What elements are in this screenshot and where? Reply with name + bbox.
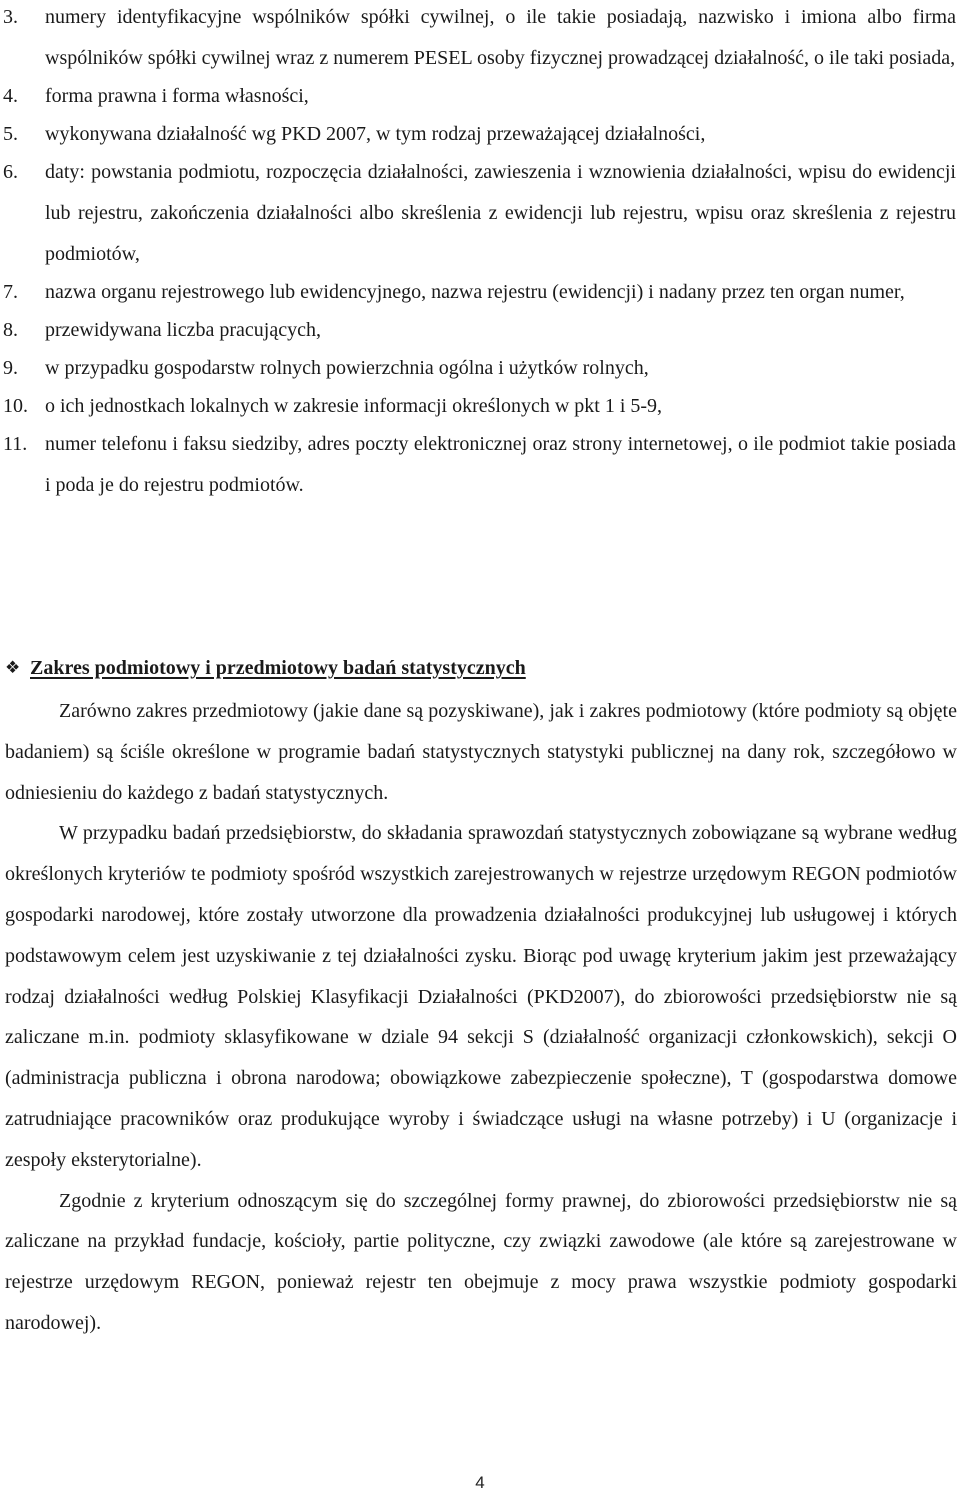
list-item-number: 7. bbox=[3, 281, 18, 303]
list-item-text: o ich jednostkach lokalnych w zakresie informacji określonych w pkt 1 i 5-9, bbox=[45, 395, 663, 417]
list-item-number: 4. bbox=[3, 85, 18, 107]
numbered-list bbox=[0, 0, 960, 506]
list-item-number: 10. bbox=[3, 395, 28, 417]
section-heading-text: Zakres podmiotowy i przedmiotowy badań statystycznych bbox=[30, 657, 526, 679]
list-item-number: 8. bbox=[3, 319, 18, 341]
list-item-number: 9. bbox=[3, 357, 18, 379]
list-item-text: nazwa organu rejestrowego lub ewidencyjnego, nazwa rejestru (ewidencji) i nadany przez ten organ numer, bbox=[45, 281, 905, 303]
paragraph: Zgodnie z kryterium odnoszącym się do szczególnej formy prawnej, do zbiorowości przedsiębiorstw nie są zaliczane na przykład fundacje, kościoły, partie polityczne, czy związki zawodowe (ale które są zarejestrowane w rejestrze urzędowym REGON, ponieważ rejestr ten obejmuje z mocy prawa wszystkie podmioty gospodarki narodowej). bbox=[5, 1189, 957, 1334]
list-item-text: przewidywana liczba pracujących, bbox=[45, 319, 321, 341]
page-number: 4 bbox=[475, 1473, 485, 1492]
list-item-number: 5. bbox=[3, 123, 18, 145]
list-item-text: w przypadku gospodarstw rolnych powierzchnia ogólna i użytków rolnych, bbox=[45, 357, 649, 379]
list-item bbox=[0, 424, 960, 506]
list-item bbox=[0, 348, 960, 389]
list-item bbox=[0, 310, 960, 351]
list-item bbox=[0, 386, 960, 427]
list-item bbox=[0, 76, 960, 117]
diamond-bullet-icon: ❖ bbox=[5, 658, 21, 677]
list-item-text: numer telefonu i faksu siedziby, adres poczty elektronicznej oraz strony internetowej, o ile podmiot takie posiada i poda je do rejestru podmiotów. bbox=[45, 433, 956, 496]
list-item bbox=[0, 272, 960, 313]
list-item bbox=[0, 114, 960, 155]
list-item bbox=[0, 0, 960, 79]
list-item-text: wykonywana działalność wg PKD 2007, w tym rodzaj przeważającej działalności, bbox=[45, 123, 706, 145]
list-item-number: 11. bbox=[3, 433, 28, 455]
list-item-number: 3. bbox=[3, 6, 18, 28]
section-heading bbox=[5, 650, 945, 686]
list-item-number: 6. bbox=[3, 161, 18, 183]
list-item-text: numery identyfikacyjne wspólników spółki cywilnej, o ile takie posiadają, nazwisko i imiona albo firma wspólników spółki cywilnej wraz z numerem PESEL osoby fizycznej prowadzącej działalność, o ile taki posiada, bbox=[45, 6, 956, 69]
paragraph: Zarówno zakres przedmiotowy (jakie dane są pozyskiwane), jak i zakres podmiotowy (które podmioty są objęte badaniem) są ściśle określone w programie badań statystycznych statystyki publicznej na dany rok, szczegółowo w odniesieniu do każdego z badań statystycznych. bbox=[5, 700, 957, 804]
paragraph: W przypadku badań przedsiębiorstw, do składania sprawozdań statystycznych zobowiązane są wybrane według określonych kryteriów te podmioty spośród wszystkich zarejestrowanych w rejestrze urzędowym REGON podmiotów gospodarki narodowej, które zostały utworzone dla prowadzenia działalności produkcyjnej lub usługowej i których podstawowym celem jest uzyskiwanie z tej działalności zysku. Biorąc pod uwagę kryterium jakim jest przeważający rodzaj działalności według Polskiej Klasyfikacji Działalności (PKD2007), do zbiorowości przedsiębiorstw nie są zaliczane m.in. podmioty sklasyfikowane w dziale 94 sekcji S (działalność organizacji członkowskich), sekcji O (administracja publiczna i obrona narodowa; obowiązkowe zabezpieczenie społeczne), T (gospodarstwa domowe zatrudniające pracowników oraz produkujące wyroby i świadczące usługi na własne potrzeby) i U (organizacje i zespoły eksterytorialne). bbox=[5, 822, 957, 1171]
list-item bbox=[0, 152, 960, 275]
list-item-text: forma prawna i forma własności, bbox=[45, 85, 309, 107]
list-item-text: daty: powstania podmiotu, rozpoczęcia działalności, zawieszenia i wznowienia działalności, wpisu do ewidencji lub rejestru, zakończenia działalności albo skreślenia z ewidencji lub rejestru, wpisu oraz skreślenia z rejestru podmiotów, bbox=[45, 161, 956, 265]
section-body bbox=[5, 691, 957, 1344]
